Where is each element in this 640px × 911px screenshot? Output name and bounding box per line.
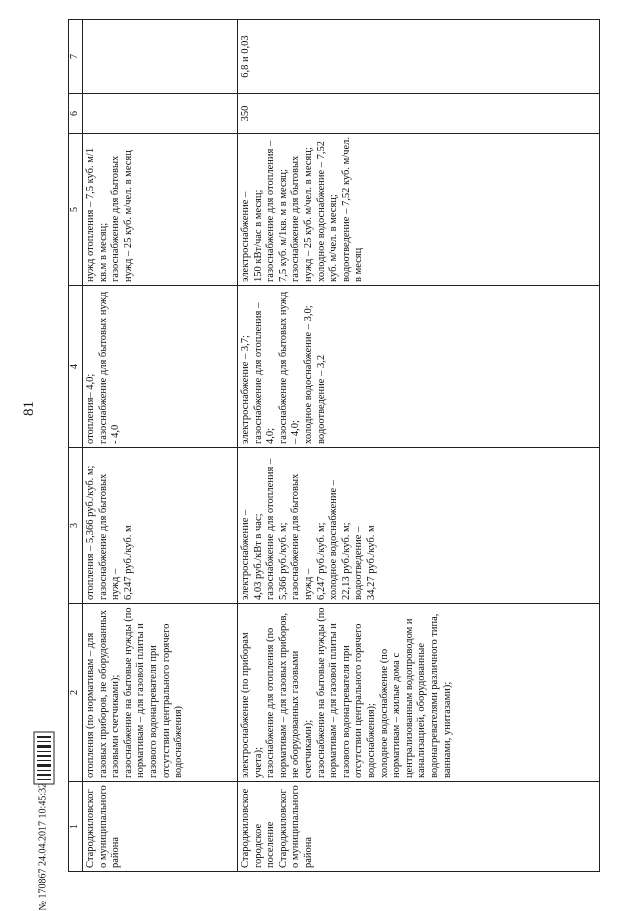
cell-territory: Староджиловского муниципального района: [83, 782, 238, 872]
table-row: [238, 20, 600, 872]
table-row: [83, 20, 238, 872]
stamp-text: № 170867 24.04.2017 10:45:32: [37, 782, 49, 911]
cell-index: отопления– 4,0; газоснабжение для бытовых нужд - 4,0: [83, 286, 238, 448]
cell-services: отопления (по нормативам – для газовых приборов, не оборудованных газовыми счетчиками); газоснабжение на бытовые нужды (по нормативам – для газовой плиты и газового водонагревателя при отсутствии центрального горячего водоснабжения): [83, 604, 238, 782]
page-number-text: 81: [21, 401, 37, 416]
cell-col7: 6,8 и 0,03: [238, 20, 600, 94]
cell-col7: [83, 20, 238, 94]
table-container: [68, 20, 600, 872]
cell-territory: Староджиловское городское поселение Староджиловского муниципального района: [238, 782, 600, 872]
header-cell: 3: [69, 448, 83, 604]
footer-stamp: [18, 780, 58, 911]
cell-index: электроснабжение – 3,7; газоснабжение для отопления – 4,0; газоснабжение для бытовых нужд – 4,0; холодное водоснабжение – 3,0; водоотведение – 3,2: [238, 286, 600, 448]
cell-col6: 350: [238, 94, 600, 134]
cell-volume: нужд отопления – 7,5 куб. м/1 кв.м в месяц; газоснабжение для бытовых нужд – 25 куб. м/чел. в месяц: [83, 134, 238, 286]
header-cell: 7: [69, 20, 83, 94]
header-cell: 6: [69, 94, 83, 134]
cell-tariffs: электроснабжение – 4,03 руб./кВт в час; газоснабжение для отопления – 5,366 руб./куб. м; газоснабжение для бытовых нужд – 6,247 руб./куб. м; холодное водоснабжение – 22,13 руб./куб. м; водоотведение – 34,27 руб./куб. м: [238, 448, 600, 604]
header-cell: 1: [69, 782, 83, 872]
cell-tariffs: отопления – 5,366 руб./куб. м; газоснабжение для бытовых нужд – 6,247 руб./куб. м: [83, 448, 238, 604]
header-cell: 2: [69, 604, 83, 782]
header-cell: 5: [69, 134, 83, 286]
barcode-icon: [32, 730, 56, 786]
cell-volume: электроснабжение – 150 кВт/час в месяц; газоснабжение для отопления – 7,5 куб. м/1кв. м в месяц; газоснабжение для бытовых нужд – 25 куб. м/чел. в месяц; холодное водоснабжение – 7,52 куб. м/чел. в месяц; водоотведение – 7,52 куб. м/чел. в месяц: [238, 134, 600, 286]
page-number: [22, 400, 52, 430]
tariff-table: [68, 19, 600, 872]
header-cell: 4: [69, 286, 83, 448]
cell-services: электроснабжение (по приборам учета); газоснабжение для отопления (по нормативам – для газовых приборов, не оборудованных газовыми счетчиками); газоснабжение на бытовые нужды (по нормативам – для газовой плиты и газового водонагревателя при отсутствии центрального горячего водоснабжения); холодное водоснабжение (по нормативам – жилые дома с централизованным водопроводом и канализацией, оборудованные водонагревателями различного типа, ваннами, унитазами);: [238, 604, 600, 782]
header-row: [69, 20, 83, 872]
cell-col6: [83, 94, 238, 134]
